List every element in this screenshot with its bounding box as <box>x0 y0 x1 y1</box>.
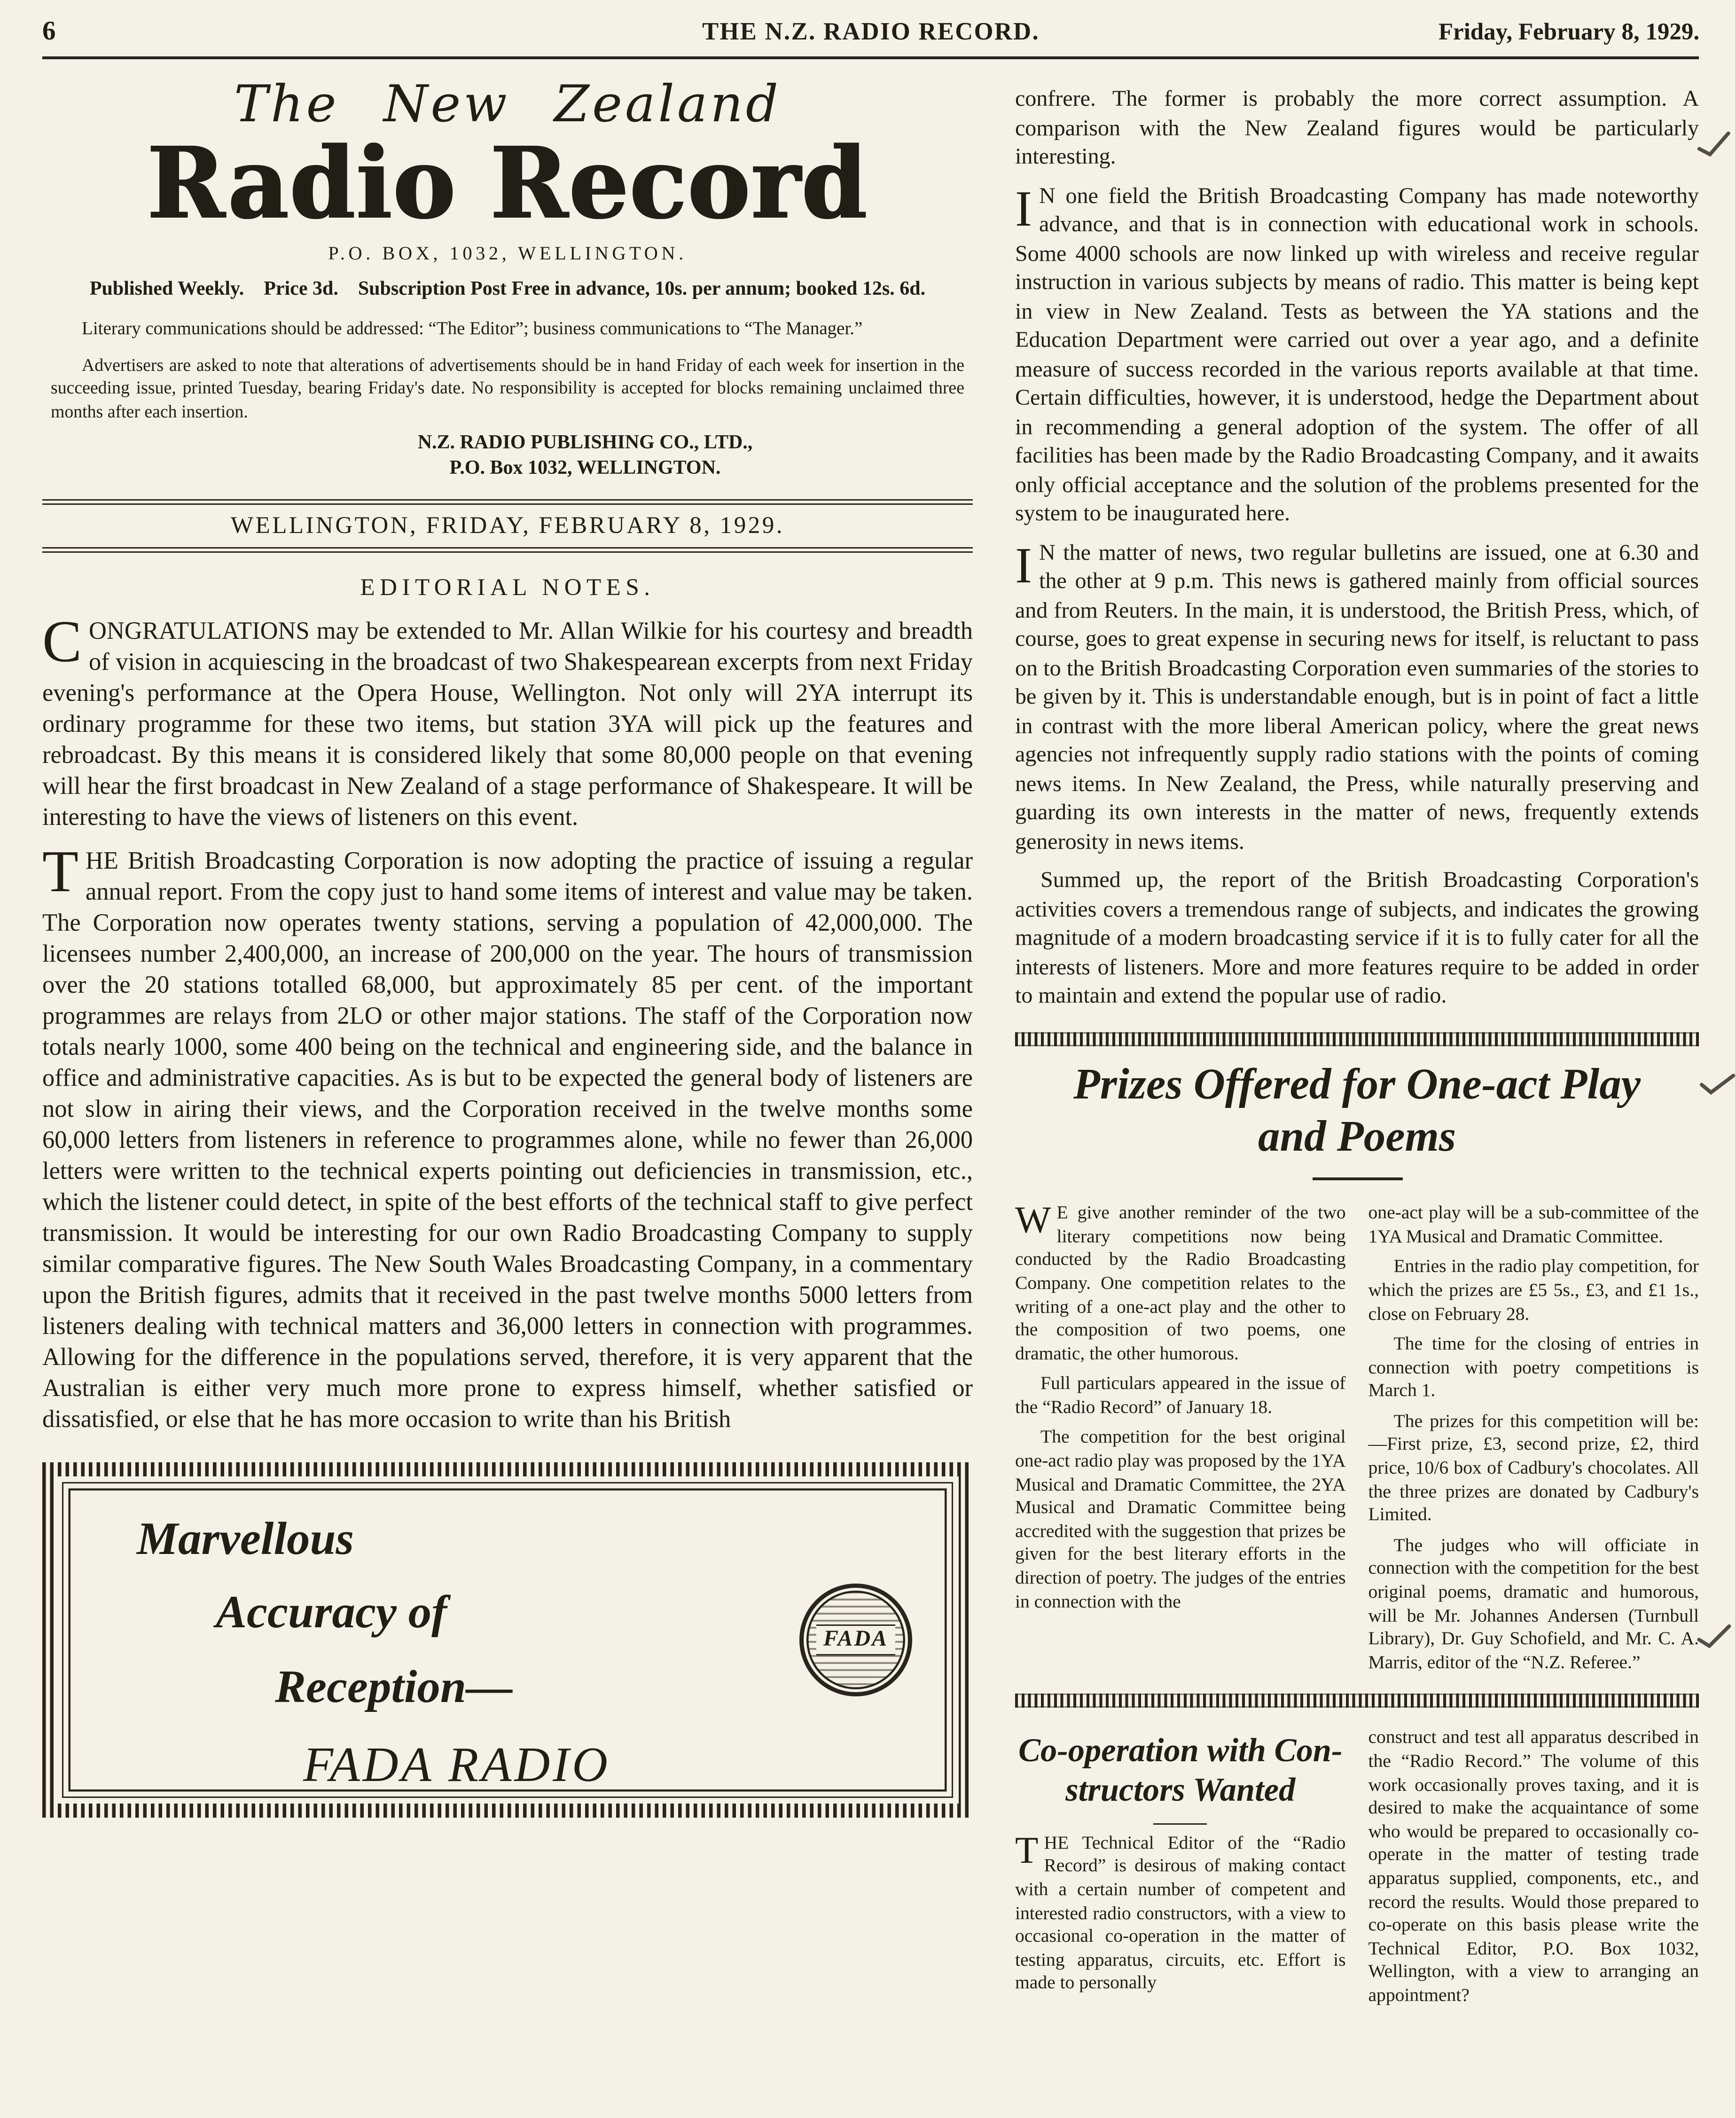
article-paragraph <box>1368 1534 1699 1675</box>
coop-columns <box>1015 1719 1699 2007</box>
editorial-paragraph <box>1015 86 1699 173</box>
pen-mark <box>1696 1623 1734 1651</box>
coop-article-title <box>1015 1734 1346 1812</box>
article-paragraph <box>1015 1426 1346 1613</box>
advert-line: Marvellous <box>137 1514 354 1566</box>
paragraph-text: The time for the closing of entries in connection with poetry competitions is March 1. <box>1368 1333 1699 1401</box>
title-rule <box>1312 1177 1402 1180</box>
article-paragraph <box>1015 1201 1346 1365</box>
article-paragraph <box>1368 1255 1699 1326</box>
drop-cap: T <box>42 840 78 906</box>
page-number: 6 <box>42 17 56 47</box>
editorial-notes-heading: EDITORIAL NOTES. <box>360 574 655 601</box>
paragraph-text: N one field the British Broadcasting Company has made noteworthy advance, and that is in connection with educational work in schools. Some 4000 schools are now linked up with wireless and receive regular instruction in various subjects by means of radio. This matter is being kept in view in New Zealand. Tests as between the YA stations and the Education Department were carried out over a year ago, and a definite measure of success recorded in the various reports available at that time. Certain difficulties, however, it is understood, hedge the Department about in recommending a general adoption of the system. The offer of all facilities has been made by the Radio Broadcasting Company, and it awaits only official acceptance and the solution of the problems presented for the system to be inaugurated here. <box>1015 184 1699 526</box>
paragraph-text: The competition for the best original one-act radio play was proposed by the 1YA Musical and Dramatic Committee, the 2YA Musical and Dramatic Committee being accredited with the suggestion that prizes be given for the best literary efforts in the direction of poetry. The judges of the entries in connection with the <box>1015 1426 1346 1611</box>
paragraph-text: HE British Broadcasting Corporation is now adopting the practice of issuing a regular annual report. From the copy just to hand some items of interest and value may be taken. The Corporation now operates twenty stations, serving a population of 42,000,000. The licensees number 2,400,000, an increase of 200,000 on the year. The hours of transmission over the 20 stations totalled 68,000, but approximately 85 per cent. of the important programmes are relays from 2LO or other major stations. The staff of the Corporation now totals nearly 1000, some 400 being on the technical and engineering side, and the balance in office and administrative capacities. As is but to be expected the general body of listeners are not slow in airing their views, and the Corporation received in the twelve months some 60,000 letters from listeners in reference to programmes alone, while no fewer than 26,000 letters were written to the technical experts pointing out deficiencies in transmission, etc., which the listener could detect, in spite of the best efforts of the technical staff to give perfect transmission. It would be interesting for our own Radio Broadcasting Company to supply similar comparative figures. The New South Wales Broadcasting Company, in a commentary upon the British figures, admits that it received in the past twelve months 5000 letters from listeners dealing with technical matters and 36,000 letters in connection with programmes. Allowing for the difference in the populations served, therefore, it is very apparent that the Australian is either very much more prone to express himself, whether satisfied or dissatisfied, or else that he has more occasion to write than his British <box>42 846 973 1433</box>
paragraph-text: Full particulars appeared in the issue of the “Radio Record” of January 18. <box>1015 1372 1346 1417</box>
paragraph-text: Summed up, the report of the British Broadcasting Corporation's activities covers a tremendous range of subjects, and indicates the growing magnitude of a modern broadcasting service if it is to fully cater for all the interests of listeners. More and more features require to be added in order to maintain and extend the popular use of radio. <box>1015 869 1699 1008</box>
running-title: THE N.Z. RADIO RECORD. <box>702 17 1040 45</box>
editorial-paragraph <box>1015 867 1699 1012</box>
publisher-address: P.O. Box 1032, WELLINGTON. <box>449 458 721 480</box>
drop-cap: I <box>1015 536 1032 593</box>
drop-cap: C <box>42 611 82 676</box>
pen-mark <box>1695 130 1735 160</box>
dateline <box>42 500 973 553</box>
right-column <box>1015 76 1699 2008</box>
paragraph-text: The judges who will officiate in connection with the competition for the best original poems, dramatic and humorous, will be Mr. Johannes Andersen (Turnbull Library), Dr. Guy Schofield, and Mr. C. A. Marris, editor of the “N.Z. Referee.” <box>1368 1534 1699 1672</box>
header-rule <box>42 56 1699 59</box>
dateline-text: WELLINGTON, FRIDAY, FEBRUARY 8, 1929. <box>230 512 785 539</box>
title-line: structors Wanted <box>1065 1773 1296 1810</box>
publisher-name: N.Z. RADIO PUBLISHING CO., LTD., <box>417 433 753 455</box>
masthead-po-box: P.O. BOX, 1032, WELLINGTON. <box>328 243 687 264</box>
prizes-columns <box>1015 1194 1699 1674</box>
left-column <box>42 76 973 2008</box>
masthead-pretitle: The New Zealand <box>234 76 781 134</box>
masthead <box>42 76 973 481</box>
drop-cap: W <box>1015 1199 1051 1241</box>
pen-mark <box>1698 1070 1736 1098</box>
masthead-title: Radio Record <box>147 125 868 242</box>
paragraph-text: Entries in the radio play competition, for which the prizes are £5 5s., £3, and £1 1s., close on February 28. <box>1368 1255 1699 1324</box>
prizes-column-2 <box>1368 1194 1699 1674</box>
fada-logo-icon <box>799 1584 912 1697</box>
paragraph-text: N the matter of news, two regular bulletins are issued, one at 6.30 and the other at 9 p.m. This news is gathered mainly from official sources and from Reuters. In the main, it is understood, the British Press, which, of course, goes to great expense in securing news for itself, is reluctant to pass on to the British Broadcasting Corporation even summaries of the stories to be given by it. This is understandable enough, but is in point of fact a little in contrast with the more liberal American policy, where the great news agencies not infrequently supply radio stations with the points of coming news items. In New Zealand, the Press, while naturally preserving and guarding its own interests in the matter of news, frequently extends generosity in news items. <box>1015 541 1699 854</box>
article-paragraph <box>1368 1201 1699 1248</box>
article-paragraph <box>1368 1410 1699 1527</box>
ornamental-rule <box>1015 1032 1699 1046</box>
coop-column-1 <box>1015 1719 1346 2007</box>
advert-line: Reception— <box>275 1662 513 1713</box>
advertisers-note: Advertisers are asked to note that alterations of advertisements should be in hand Friday of each week for insertion in the succeeding issue, printed Tuesday, bearing Friday's date. No responsibility is accepted for blocks remaining unclaimed three months after each insertion. <box>51 355 964 422</box>
article-paragraph <box>1368 1333 1699 1403</box>
title-line: Co-operation with Con- <box>1018 1734 1343 1771</box>
fada-advert <box>42 1463 973 1818</box>
coop-column-2 <box>1368 1719 1699 2007</box>
title-line: Prizes Offered for One-act Play <box>1073 1058 1641 1108</box>
paragraph-text: construct and test all apparatus described in the “Radio Record.” The volume of this work occasionally proves taxing, and it is desired to make the acquaintance of some who would be prepared to occasionally co-operate in the matter of testing trade apparatus supplied, components, etc., and record the results. Would those prepared to co-operate on this basis please write the Technical Editor, P.O. Box 1032, Wellington, with a view to arranging an appointment? <box>1368 1726 1699 2005</box>
ornamental-rule <box>1015 1694 1699 1708</box>
prizes-article-title <box>1015 1057 1699 1164</box>
article-paragraph <box>1015 1373 1346 1420</box>
running-date: Friday, February 8, 1929. <box>1438 18 1700 45</box>
drop-cap: I <box>1015 180 1032 236</box>
paragraph-text: HE Technical Editor of the “Radio Record” is desirous of making contact with a certain number of competent and interested radio constructors, with a view to occasional co-operation in the matter of testing apparatus, circuits, etc. Effort is made to personally <box>1015 1831 1346 1993</box>
fada-logo-text: FADA <box>816 1625 895 1656</box>
editorial-paragraph <box>1015 536 1699 858</box>
fada-advert-frame <box>62 1483 953 1798</box>
running-head <box>42 17 1699 48</box>
advert-brand-line: FADA RADIO <box>303 1737 610 1793</box>
literary-note: Literary communications should be addressed: “The Editor”; business communications to “The Manager.” <box>82 317 863 339</box>
editorial-paragraph <box>42 840 973 1435</box>
page-columns <box>42 76 1699 2008</box>
paragraph-text: confrere. The former is probably the more correct assumption. A comparison with the New Zealand figures would be particularly interesting. <box>1015 87 1699 169</box>
publication-info: Published Weekly. Price 3d. Subscription Post Free in advance, 10s. per annum; booked 12s. 6d. <box>89 279 926 301</box>
drop-cap: T <box>1015 1828 1039 1871</box>
advert-line: Accuracy of <box>216 1588 447 1639</box>
title-line: and Poems <box>1258 1111 1456 1161</box>
paragraph-text: The prizes for this competition will be:—First prize, £3, second prize, £2, third price, 10/6 box of Cadbury's chocolates. All the three prizes are donated by Cadbury's Limited. <box>1368 1410 1699 1525</box>
article-paragraph <box>1368 1726 1699 2007</box>
paragraph-text: one-act play will be a sub-committee of the 1YA Musical and Dramatic Committee. <box>1368 1201 1699 1247</box>
title-rule <box>1154 1823 1207 1825</box>
paragraph-text: ONGRATULATIONS may be extended to Mr. Allan Wilkie for his courtesy and breadth of vision in acquiescing in the broadcast of two Shakespearean excerpts from next Friday evening's performance at the Opera House, Wellington. Not only will 2YA interrupt its ordinary programme for these two items, but station 3YA will pick up the features and rebroadcast. By this means it is considered likely that some 80,000 people on that evening will hear the first broadcast in New Zealand of a stage performance of Shakespeare. It will be interesting to have the views of listeners on this event. <box>42 616 973 831</box>
article-paragraph <box>1015 1828 1346 1995</box>
paragraph-text: E give another reminder of the two literary competitions now being conducted by the Radio Broadcasting Company. One competition relates to the writing of a one-act play and the other to the composition of two poems, one dramatic, the other humorous. <box>1015 1201 1346 1364</box>
prizes-column-1 <box>1015 1194 1346 1674</box>
editorial-paragraph <box>1015 180 1699 530</box>
editorial-paragraph <box>42 611 973 832</box>
